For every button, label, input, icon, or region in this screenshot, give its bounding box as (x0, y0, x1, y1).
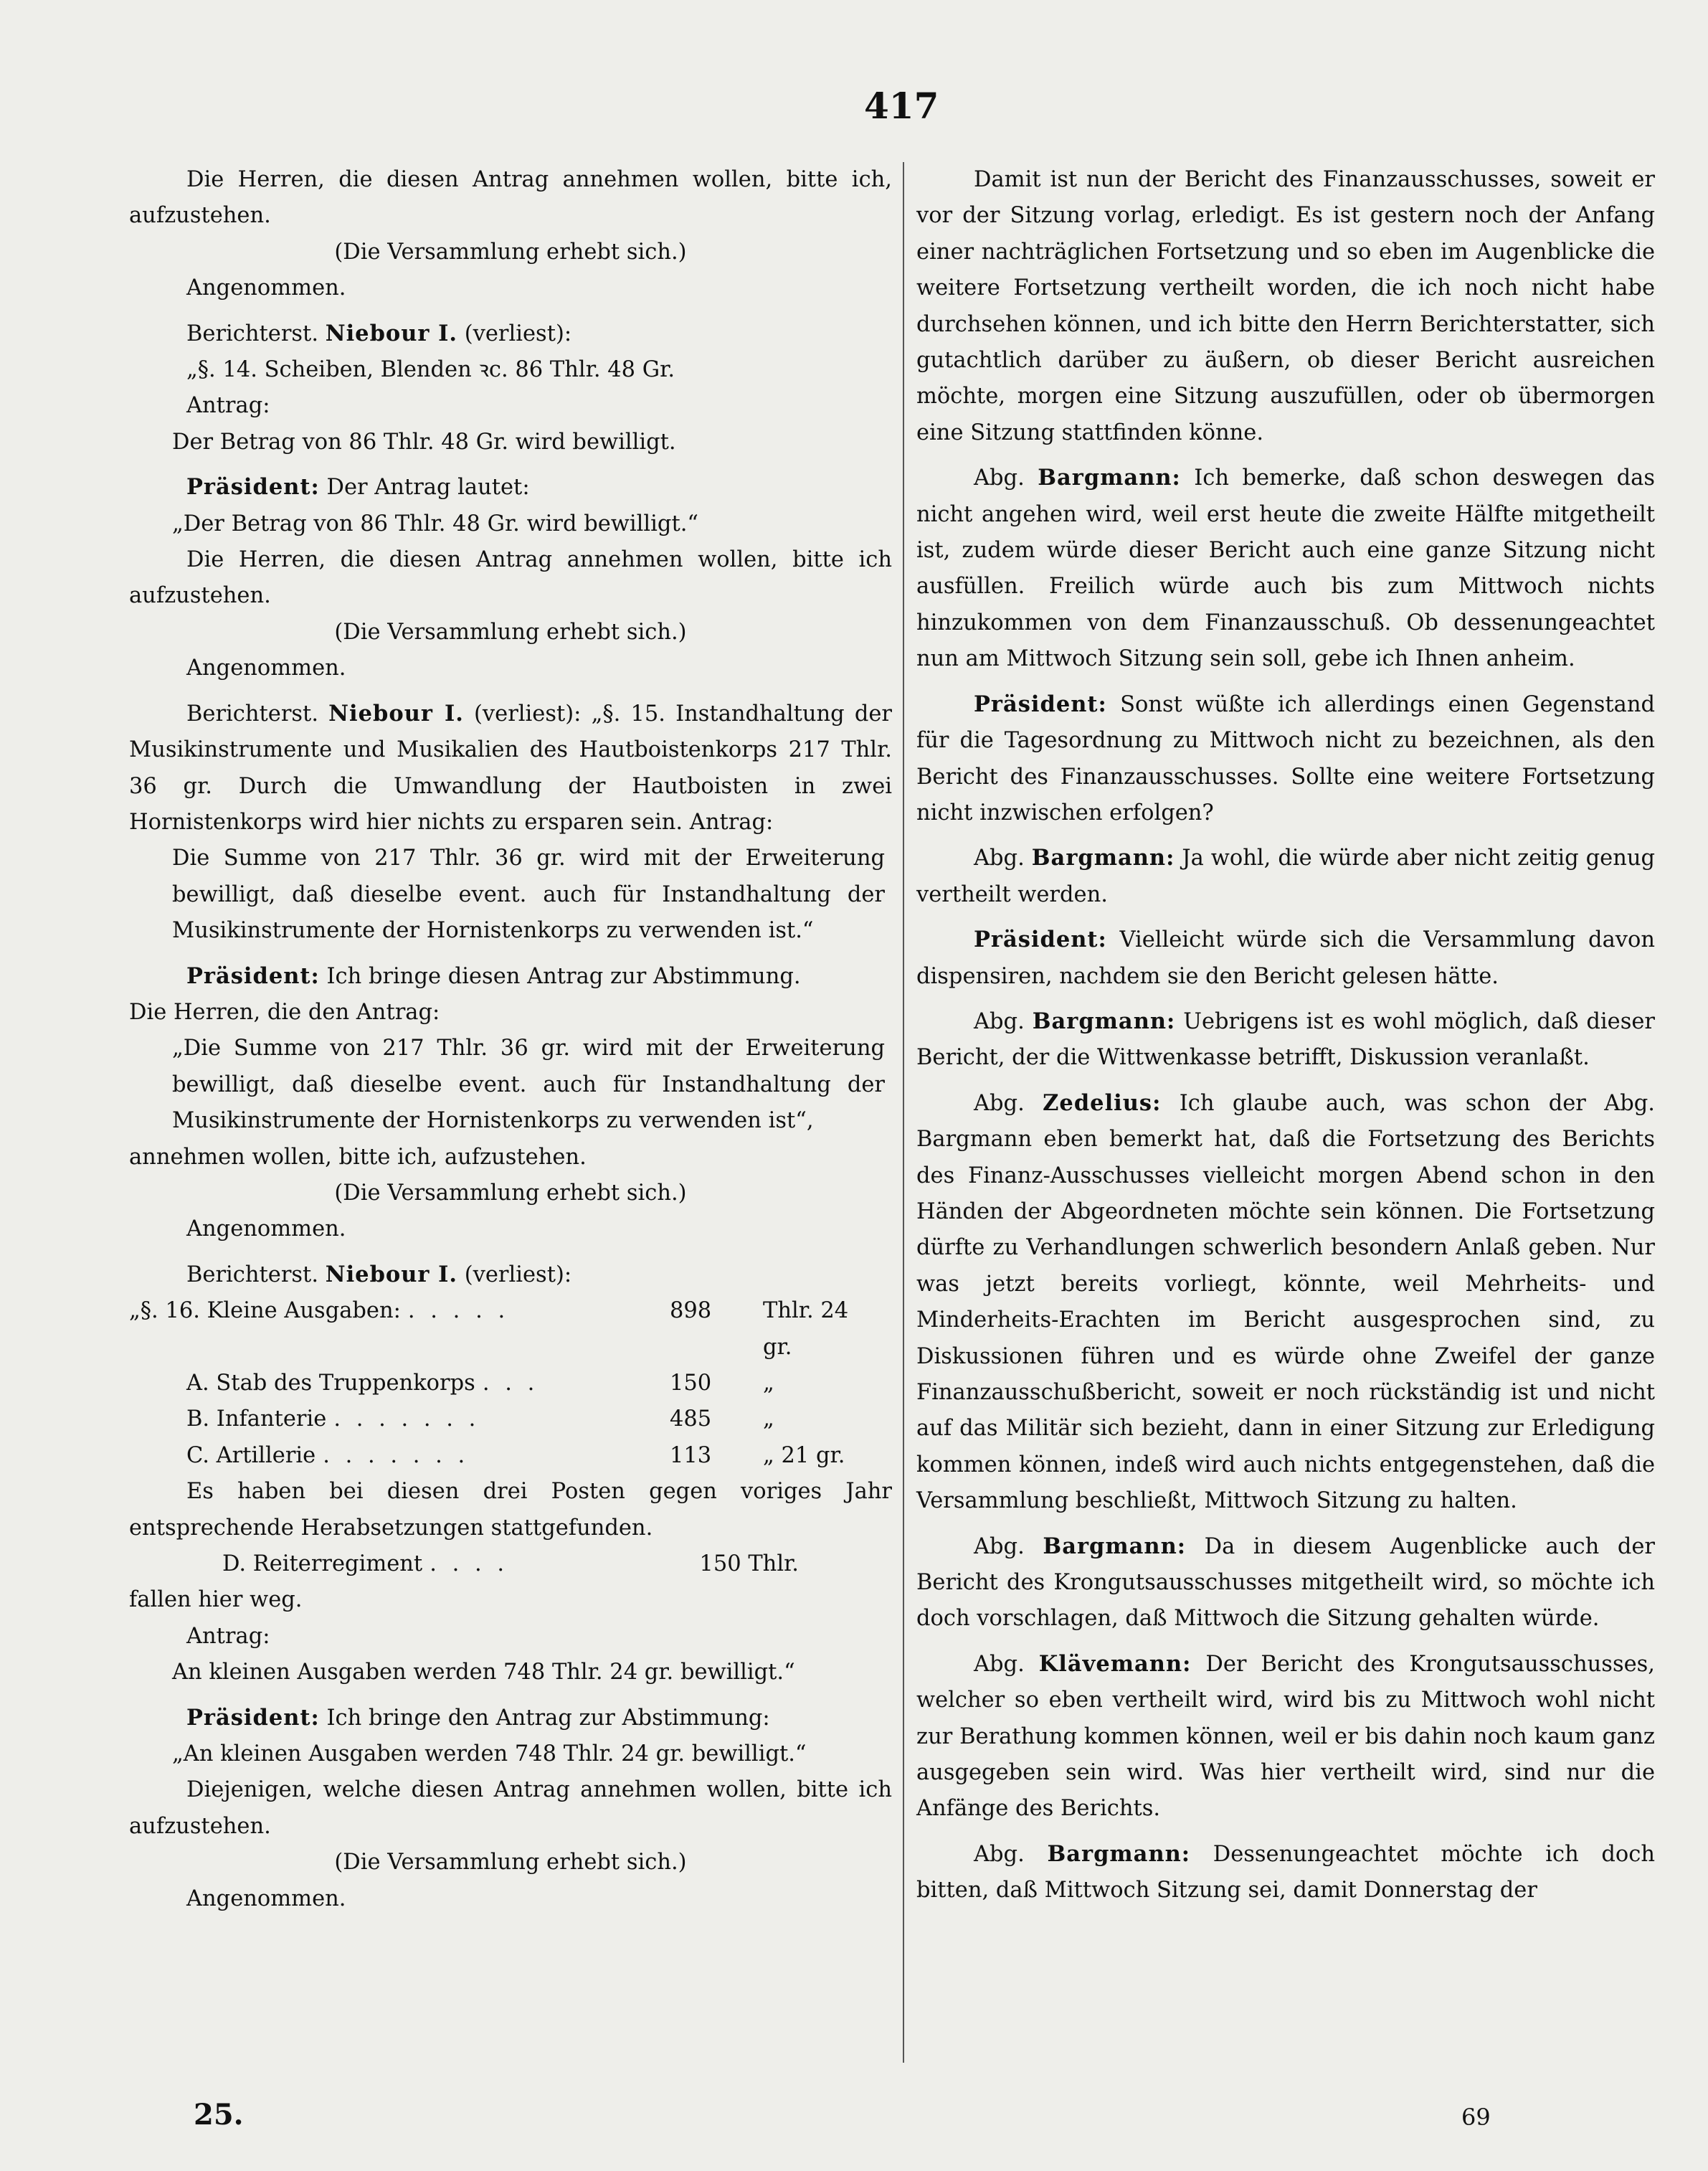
speaker-paragraph (916, 460, 1655, 677)
paragraph: Es haben bei diesen drei Posten gegen voriges Jahr entsprechende Herabsetzungen stattgefunden. (129, 1479, 892, 1541)
paragraph: Diejenigen, welche diesen Antrag annehmen wollen, bitte ich aufzustehen. (129, 1777, 892, 1839)
speaker-name: Bargmann: (1043, 1533, 1187, 1559)
speech-text: Vielleicht würde sich die Versammlung davon dispensiren, nachdem sie den Bericht gelesen hätte. (916, 927, 1655, 989)
page-signature: 69 (1461, 2104, 1491, 2131)
right-column (916, 162, 1655, 1909)
speech-text: Da in diesem Augenblicke auch der Bericht des Krongutsausschusses mitgetheilt wird, so möchte ich doch vorschlagen, daß Mittwoch die Sitzung gehalten würde. (916, 1533, 1656, 1632)
speech-text: (verliest): (464, 1262, 572, 1287)
speaker-title: Abg. (974, 1008, 1025, 1034)
speaker-title: Abg. (974, 1533, 1025, 1559)
paragraph: „§. 14. Scheiben, Blenden ꝛc. 86 Thlr. 48 Gr. (186, 357, 675, 383)
item-label: „§. 16. Kleine Ausgaben: (129, 1298, 401, 1324)
item-leader: . . . . . . . (323, 1442, 470, 1468)
item-label: D. Reiterregiment (222, 1551, 423, 1577)
speaker-paragraph (916, 1836, 1655, 1909)
speaker-paragraph (916, 686, 1655, 832)
item-unit: „ (763, 1406, 774, 1432)
speaker-paragraph (916, 840, 1655, 913)
quoted-motion: An kleinen Ausgaben werden 748 Thlr. 24 gr. bewilligt.“ (172, 1660, 795, 1685)
paragraph: Angenommen. (186, 1216, 346, 1242)
paragraph: Angenommen. (186, 1886, 346, 1911)
sheet-number: 25. (194, 2098, 244, 2132)
speech-text: Ich bemerke, daß schon deswegen das nicht angehen wird, weil erst heute die zweite Hälfte mitgetheilt ist, zudem würde dieser Bericht auch eine ganze Sitzung nicht ausfüllen. Freilich würde auch bis zum Mittwoch nichts hinzukommen von dem Finanzausschuß. Ob dessenungeachtet nun am Mittwoch Sitzung sein soll, gebe ich Ihnen anheim. (916, 465, 1655, 672)
stage-direction: (Die Versammlung erhebt sich.) (334, 619, 687, 645)
item-label: A. Stab des Truppenkorps (186, 1371, 475, 1396)
speech-text: Ich bringe den Antrag zur Abstimmung: (326, 1705, 770, 1731)
speech-text: Ja wohl, die würde aber nicht zeitig genug vertheilt werden. (916, 846, 1655, 907)
paragraph: Damit ist nun der Bericht des Finanzausschusses, soweit er vor der Sitzung vorlag, erledigt. Es ist gestern noch der Anfang einer nachträglichen Fortsetzung und so eben im Augenblicke die weitere Fortsetzung vertheilt worden, die ich noch nicht habe durchsehen können, und ich bitte den Herrn Berichterstatter, sich gutachtlich darüber zu äußern, ob dieser Bericht ausreichen möchte, morgen eine Sitzung auszufüllen, oder ob übermorgen eine Sitzung stattfinden könne. (916, 167, 1655, 445)
speaker-paragraph (129, 1257, 892, 1293)
list-item (129, 1366, 878, 1401)
left-column (129, 162, 892, 1917)
speech-text: Uebrigens ist es wohl möglich, daß dieser Bericht, der die Wittwenkasse betrifft, Diskussion veranlaßt. (916, 1008, 1655, 1071)
speaker-title: Berichterst. (186, 701, 319, 727)
paragraph: Antrag: (186, 393, 270, 419)
speech-text: Sonst wüßte ich allerdings einen Gegenstand für die Tagesordnung zu Mittwoch nicht zu bezeichnen, als den Bericht des Finanzausschusses. Sollte eine weitere Fortsetzung nicht inzwischen erfolgen? (916, 691, 1655, 826)
paragraph: annehmen wollen, bitte ich, aufzustehen. (129, 1144, 587, 1170)
speaker-name: Bargmann: (1038, 465, 1181, 491)
item-amount: 150 Thlr. (699, 1551, 799, 1577)
speaker-title: Abg. (974, 1651, 1025, 1677)
list-item (129, 1293, 878, 1366)
item-unit: „ (763, 1371, 774, 1396)
item-leader: . . . (482, 1371, 539, 1396)
speaker-name: Klävemann: (1038, 1650, 1192, 1677)
page-number: 417 (864, 85, 939, 127)
paragraph: Die Herren, die diesen Antrag annehmen wollen, bitte ich aufzustehen. (129, 547, 892, 609)
speaker-name: Präsident: (186, 1704, 320, 1731)
quoted-motion: Der Betrag von 86 Thlr. 48 Gr. wird bewilligt. (172, 429, 676, 455)
item-label: B. Infanterie (186, 1406, 327, 1432)
quoted-motion: „Der Betrag von 86 Thlr. 48 Gr. wird bewilligt.“ (172, 511, 698, 536)
speaker-name: Bargmann: (1031, 845, 1175, 871)
speaker-title: Berichterst. (186, 1262, 319, 1287)
speech-text: Der Bericht des Krongutsausschusses, welcher so eben vertheilt wird, wird bis zu Mittwoch wohl nicht zur Berathung kommen können, weil er bis dahin noch kaum ganz ausgegeben sein wird. Was hier vertheilt wird, sind nur die Anfänge des Berichts. (916, 1651, 1655, 1822)
speaker-name: Präsident: (186, 962, 320, 989)
item-leader: . . . . . . . (333, 1406, 480, 1432)
speaker-title: Abg. (974, 465, 1025, 491)
item-amount: 485 (670, 1406, 712, 1432)
speaker-title: Abg. (974, 1090, 1025, 1116)
stage-direction: (Die Versammlung erhebt sich.) (334, 1180, 687, 1206)
speaker-name: Zedelius: (1043, 1089, 1162, 1116)
item-leader: . . . . . (407, 1298, 510, 1324)
item-amount: 113 (670, 1442, 712, 1468)
speaker-paragraph (916, 922, 1655, 995)
column-divider (903, 162, 904, 2063)
list-item (129, 1401, 878, 1437)
speaker-paragraph (129, 696, 892, 841)
speaker-paragraph (129, 316, 892, 352)
speaker-paragraph (916, 1646, 1655, 1827)
item-unit: „ 21 gr. (763, 1442, 845, 1468)
item-amount: 150 (670, 1371, 712, 1396)
speech-text: Der Antrag lautet: (326, 475, 530, 501)
quoted-motion: „Die Summe von 217 Thlr. 36 gr. wird mit der Erweiterung bewilligt, daß dieselbe event. auch für Instandhaltung der Musikinstrumente der Hornistenkorps zu verwenden ist“, (172, 1036, 885, 1134)
speaker-paragraph (129, 469, 892, 506)
speaker-title: Abg. (974, 846, 1025, 871)
expense-list (129, 1293, 892, 1474)
list-item (129, 1546, 892, 1582)
item-label: C. Artillerie (186, 1442, 316, 1468)
paragraph: Antrag: (186, 1623, 270, 1649)
speech-text: Dessenungeachtet möchte ich doch bitten, daß Mittwoch Sitzung sei, damit Donnerstag der (916, 1841, 1656, 1903)
paragraph: Die Herren, die diesen Antrag annehmen wollen, bitte ich, aufzustehen. (129, 167, 892, 229)
speech-text: (verliest): (464, 321, 572, 346)
speaker-name: Niebour I. (325, 320, 458, 346)
speech-text: Ich bringe diesen Antrag zur Abstimmung. (326, 963, 801, 989)
item-leader: . . . . (430, 1551, 509, 1577)
speaker-paragraph (916, 1003, 1655, 1077)
speaker-name: Niebour I. (325, 1261, 458, 1287)
stage-direction: (Die Versammlung erhebt sich.) (334, 1850, 687, 1876)
quoted-motion: „An kleinen Ausgaben werden 748 Thlr. 24 gr. bewilligt.“ (172, 1741, 807, 1767)
speaker-paragraph (129, 1700, 892, 1736)
paragraph: Angenommen. (186, 656, 346, 681)
speaker-name: Präsident: (974, 691, 1107, 717)
list-item (129, 1438, 878, 1474)
item-unit: Thlr. 24 gr. (763, 1298, 849, 1360)
stage-direction: (Die Versammlung erhebt sich.) (334, 239, 687, 265)
speaker-name: Präsident: (186, 474, 320, 501)
speaker-name: Bargmann: (1032, 1008, 1176, 1034)
paragraph: Die Herren, die den Antrag: (129, 999, 440, 1025)
speaker-title: Abg. (974, 1841, 1025, 1867)
speech-text: (verliest): „§. 15. Instandhaltung der Musikinstrumente und Musikalien des Hautboistenkorps 217 Thlr. 36 gr. Durch die Umwandlung der Hautboisten in zwei Hornistenkorps wird hier nichts zu ersparen sein. Antrag: (129, 701, 892, 835)
speaker-paragraph (129, 958, 892, 995)
paragraph: Angenommen. (186, 275, 346, 301)
speaker-title: Berichterst. (186, 321, 319, 346)
quoted-motion: Die Summe von 217 Thlr. 36 gr. wird mit der Erweiterung bewilligt, daß dieselbe event. auch für Instandhaltung der Musikinstrumente der Hornistenkorps zu verwenden ist.“ (172, 846, 885, 944)
item-amount: 898 (670, 1298, 712, 1324)
speech-text: Ich glaube auch, was schon der Abg. Bargmann eben bemerkt hat, daß die Fortsetzung des Berichts des Finanz-Ausschusses vielleicht morgen Abend schon in den Händen der Abgeordneten möchte sein können. Die Fortsetzung dürfte zu Verhandlungen schwerlich besondern Anlaß geben. Nur was jetzt bereits vorliegt, könnte, weil Mehrheits- und Minderheits-Erachten im Bericht ausgesprochen sind, zu Diskussionen führen und es würde ohne Zweifel der ganze Finanzausschußbericht, soweit er noch rückständig ist und nicht auf das Militär sich bezieht, dann in einer Sitzung zur Erledigung kommen können, indeß wird auch nichts entgegenstehen, daß die Versammlung beschließt, Mittwoch Sitzung zu halten. (916, 1090, 1655, 1514)
paragraph: fallen hier weg. (129, 1587, 303, 1613)
speaker-name: Präsident: (974, 927, 1107, 953)
speaker-name: Bargmann: (1047, 1840, 1191, 1867)
speaker-paragraph (916, 1528, 1655, 1637)
speaker-paragraph (916, 1085, 1655, 1520)
speaker-name: Niebour I. (328, 700, 464, 727)
